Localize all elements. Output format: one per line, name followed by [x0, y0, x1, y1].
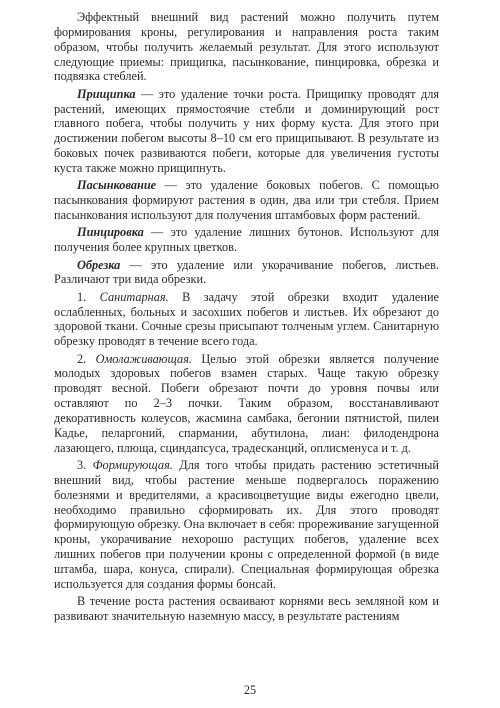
term-pasynkovanie: Пасынкование: [77, 178, 157, 193]
subhead-rejuvenating: Омолаживающая.: [95, 351, 192, 366]
paragraph-prishchipka: Прищипка — это удаление точки роста. Прищипку проводят для растений, имеющих прямостоячие стебли и доминирующий рост главного побега, чтобы получить у них форму куста. Для этого при достижении побегом высоты 8–10 см его прищипывают. В результате из боковых почек развиваются побеги, которые для увеличения густоты куста также можно прищипнуть.: [54, 86, 439, 175]
paragraph-obrezka: Обрезка — это удаление или укорачивание побегов, листьев. Различают три вида обрезки.: [54, 257, 439, 287]
paragraph-rejuvenating: 2. Омолаживающая. Целью этой обрезки является получение молодых здоровых побегов взамен старых. Чаще такую обрезку проводят весной. Побеги обрезают почти до уровня почвы или оставляют по 2–3 почки. Таким образом, восстанавливают декоративность колеусов, жасмина самбака, бегонии пятнистой, пилеи Кадье, пеларгоний, спармании, абутилона, лиан: филодендрона лазающего, плюща, сциндапсуса, традесканций, оплисменуса и т. д.: [54, 351, 439, 455]
term-prishchipka: Прищипка: [77, 86, 136, 101]
paragraph-growth: В течение роста растения осваивают корнями весь земляной ком и развивают значительную наземную массу, в результате растениям: [54, 594, 439, 623]
paragraph-intro: Эффектный внешний вид растений можно получить путем формирования кроны, регулирования и направления роста таким образом, чтобы получить желаемый результат. Для этого используют следующие приемы: прищипка, пасынкование, пинцировка, обрезка и подвязка стеблей.: [54, 10, 439, 84]
page-number: 25: [243, 683, 257, 697]
paragraph-pasynkovanie: Пасынкование — это удаление боковых побегов. С помощью пасынкования формируют растения в один, два или три стебля. Прием пасынкования используют для получения штамбовых форм растений.: [54, 178, 439, 222]
paragraph-sanitary: 1. Санитарная. В задачу этой обрезки входит удаление ослабленных, больных и засохших побегов и листьев. Их обрезают до здоровой ткани. Сочные срезы присыпают толченым углем. Санитарную обрезку проводят в течение всего года.: [54, 289, 440, 349]
subhead-sanitary: Санитарная.: [99, 289, 169, 304]
body-text: [54, 10, 439, 624]
paragraph-forming: 3. Формирующая. Для того чтобы придать растению эстетичный внешний вид, чтобы растение меньше подвергалось поражению болезнями и вредителями, а красивоцветущие виды ежегодно цвели, необходимо правильно сформировать их. Для этого проводят формирующую обрезку. Она включает в себя: прореживание загущенной кроны, укорачивание нехорошо растущих побегов, удаление всех лишних побегов при получении кроны с определенной формой (в виде штамба, шара, конуса, спирали). Специальная формирующая обрезка используется для создания формы бонсай.: [54, 457, 440, 591]
paragraph-pintsirovka: Пинцировка — это удаление лишних бутонов. Используют для получения более крупных цветков.: [54, 225, 439, 255]
term-pintsirovka: Пинцировка: [77, 225, 144, 240]
term-obrezka: Обрезка: [77, 257, 121, 272]
subhead-forming: Формирующая.: [92, 457, 173, 472]
